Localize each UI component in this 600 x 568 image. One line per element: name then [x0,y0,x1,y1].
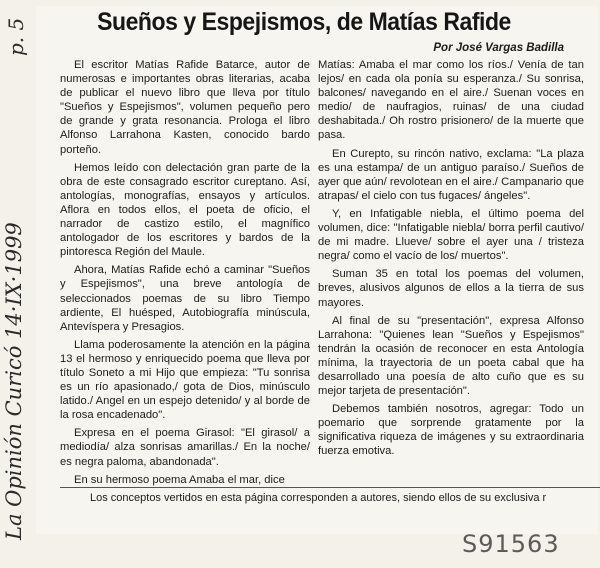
paragraph: El escritor Matías Rafide Batarce, autor de numerosas e importantes obras literarias, acaba de publicar el nuevo libro que lleva por título "Sueños y Espejismos", volumen pequeño pero de grande y grata resonancia. Prologa el libro Alfonso Larrahona Kasten, conocido bardo porteño. [60,59,310,156]
handwritten-source-note: La Opinión Curicó 14·IX·1999 [2,222,26,540]
paragraph: Suman 35 en total los poemas del volumen, breves, alusivos algunos de ellos a la tierra de sus mayores. [318,268,584,309]
paragraph: Matías: Amaba el mar como los ríos./ Venía de tan lejos/ en cada ola ponía su esperanza./ Su sonrisa, balcones/ navegando en el aire./ Suenan voces en medio/ de naufragios, ruinas/ de una ciudad deshabitada./ Oh rostro prisionero/ de la muerte que pasa. [318,59,584,142]
article-title: Sueños y Espejismos, de Matías Rafide [97,8,511,36]
handwritten-page-ref: p. 5 [4,17,28,56]
paragraph: Ahora, Matías Rafide echó a caminar "Sueños y Espejismos", una breve antología de seleccionados poemas de su libro Tiempo ardiente, El huésped, Autobiografía minúscula, Antevíspera y Presagios. [60,264,310,333]
disclaimer-footer: Los conceptos vertidos en esta página corresponden a autores, siendo ellos de su exclusiva r [90,492,547,504]
paragraph: En Curepto, su rincón nativo, exclama: "La plaza es una estampa/ de un antiguo paraíso./ Sueños de ayer que aún/ revolotean en el aire./ Campanario que atrapas/ el cielo con tus fugaces/ ángeles". [318,147,584,202]
paragraph: Expresa en el poema Girasol: "El girasol/ a mediodía/ alza sonrisas amarillas./ En la noche/ es negra paloma, abandonada". [60,427,310,468]
paragraph: En su hermoso poema Amaba el mar, dice [74,473,285,486]
footer-divider [60,487,600,488]
paragraph: Hemos leído con delectación gran parte de la obra de este consagrado escritor cureptano. Así, antologías, monografías, ensayos y artículos. Aflora en todos ellos, el poeta de oficio, el narrador de castizo estilo, el magnífico antologador de los escritores y bardos de la pintoresca Región del Maule. [60,161,310,259]
paragraph: Al final de su "presentación", expresa Alfonso Larrahona: "Quienes lean "Sueños y Espejismos" tendrán la ocasión de reconocer en esta Antología mínima, la trayectoria de un poeta cabal que ha desarrollado una poesía de alto cuño que es su mejor tarjeta de presentación". [318,314,584,398]
right-column [318,58,584,463]
paragraph: Debemos también nosotros, agregar: Todo un poemario que sorprende gratamente por la significativa riqueza de imágenes y su extraordinaria fuerza emotiva. [318,403,584,458]
paragraph: Llama poderosamente la atención en la página 13 el hermoso y enriquecido poema que lleva por título Soneto a mi Hijo que empieza: "Tu sonrisa es un río apasionado,/ gota de Dios, minúsculo latido./ Angel en un espejo detenido/ y al borde de la rosa encadenado". [60,338,310,422]
paragraph: Y, en Infatigable niebla, el último poema del volumen, dice: "Infatigable niebla/ borra perfil cautivo/ de mi madre. Llueve/ sobre el ayer una / tristeza negra/ como el vacío de los/ muertos". [318,207,584,263]
article-byline: Por José Vargas Badilla [433,42,564,54]
handwritten-archive-code: S91563 [462,530,560,558]
left-column [60,58,310,491]
